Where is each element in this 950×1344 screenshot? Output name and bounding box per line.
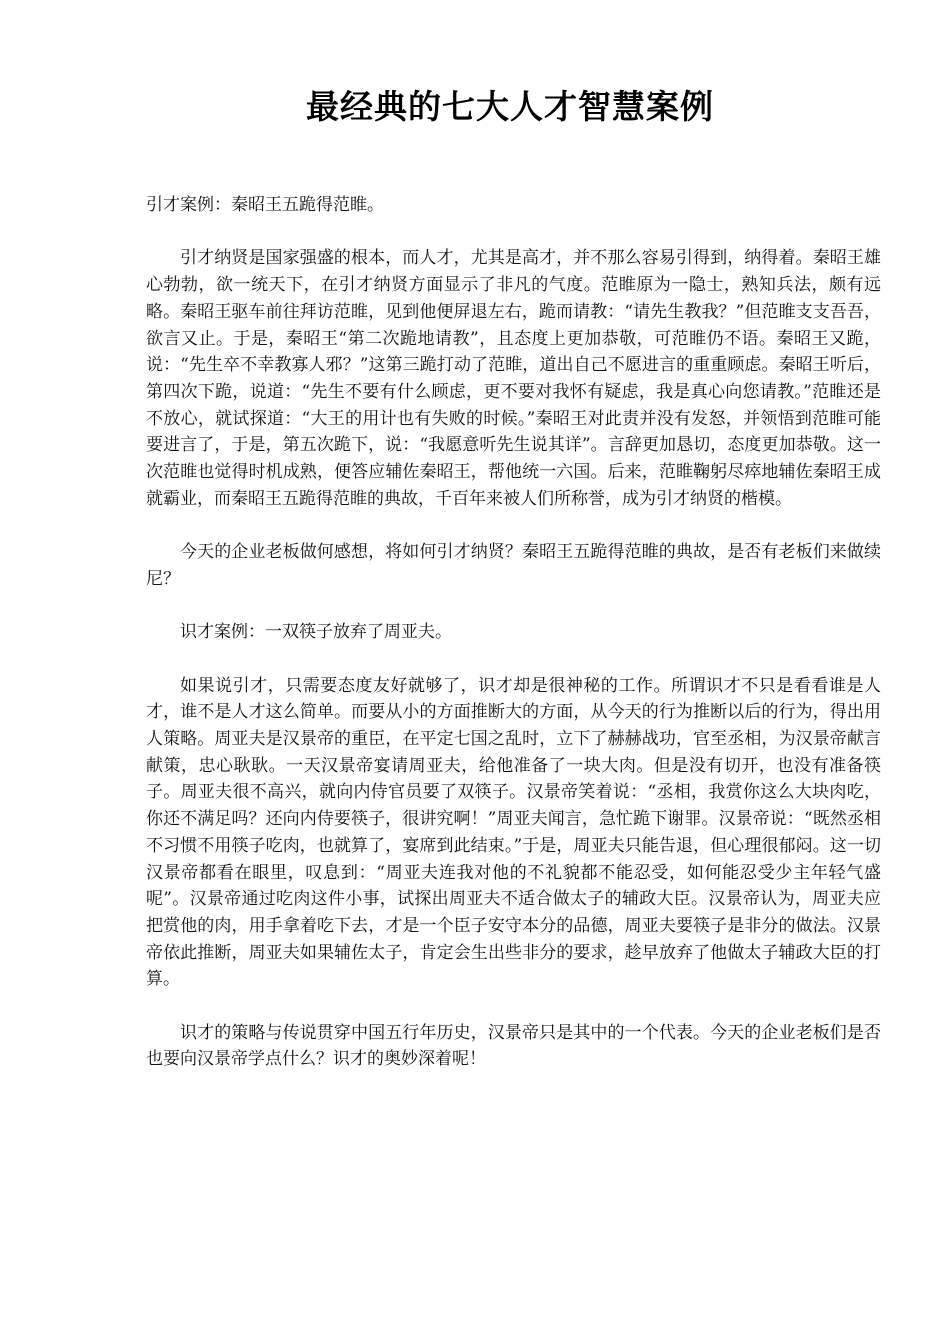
- paragraph-identify-story: 如果说引才，只需要态度友好就够了，识才却是很神秘的工作。所谓识才不只是看看谁是人才，谁不是人才这么简单。而要从小的方面推断大的方面，从今天的行为推断以后的行为，得出用人策略。周亚夫是汉景帝的重臣，在平定七国之乱时，立下了赫赫战功，官至丞相，为汉景帝献言献策，忠心耿耿。一天汉景帝宴请周亚夫，给他准备了一块大肉。但是没有切开，也没有准备筷子。周亚夫很不高兴，就向内侍官员要了双筷子。汉景帝笑着说：“丞相，我赏你这么大块肉吃，你还不满足吗？还向内侍要筷子，很讲究啊！”周亚夫闻言，急忙跪下谢罪。汉景帝说：“既然丞相不习惯不用筷子吃肉，也就算了，宴席到此结束。”于是，周亚夫只能告退，但心理很郁闷。这一切汉景帝都看在眼里，叹息到：“周亚夫连我对他的不礼貌都不能忍受，如何能忍受少主年轻气盛呢”。汉景帝通过吃肉这件小事，试探出周亚夫不适合做太子的辅政大臣。汉景帝认为，周亚夫应把赏他的肉，用手拿着吃下去，才是一个臣子安守本分的品德，周亚夫要筷子是非分的做法。汉景帝依此推断，周亚夫如果辅佐太子，肯定会生出些非分的要求，趁早放弃了他做太子辅政大臣的打算。: [146, 675, 881, 990]
- section-heading-recruit: 引才案例：秦昭王五跪得范睢。: [146, 195, 384, 215]
- section-heading-identify: 识才案例：一双筷子放弃了周亚夫。: [180, 622, 452, 643]
- paragraph-recruit-reflection: 今天的企业老板做何感想，将如何引才纳贤？秦昭王五跪得范睢的典故，是否有老板们来做续尼？: [146, 542, 881, 589]
- document-body: [146, 192, 881, 1100]
- document-title: 最经典的七大人才智慧案例: [306, 87, 714, 126]
- paragraph-identify-reflection: 识才的策略与传说贯穿中国五行年历史，汉景帝只是其中的一个代表。今天的企业老板们是否也要向汉景帝学点什么？识才的奥妙深着呢！: [146, 1022, 881, 1070]
- paragraph-recruit-story: 引才纳贤是国家强盛的根本，而人才，尤其是高才，并不那么容易引得到，纳得着。秦昭王雄心勃勃，欲一统天下，在引才纳贤方面显示了非凡的气度。范睢原为一隐士，熟知兵法，颇有远略。秦昭王驱车前往拜访范睢，见到他便屏退左右，跪而请教：“请先生教我？”但范睢支支吾吾，欲言又止。于是，秦昭王“第二次跪地请教”，且态度上更加恭敬，可范睢仍不语。秦昭王又跪，说：“先生卒不幸教寡人邪？”这第三跪打动了范睢，道出自己不愿进言的重重顾虑。秦昭王听后，第四次下跪，说道：“先生不要有什么顾虑，更不要对我怀有疑虑，我是真心向您请教。”范睢还是不放心，就试探道：“大王的用计也有失败的时候。”秦昭王对此责并没有发怒，并领悟到范睢可能要进言了，于是，第五次跪下，说：“我愿意听先生说其详”。言辞更加恳切，态度更加恭敬。这一次范睢也觉得时机成熟，便答应辅佐秦昭王，帮他统一六国。后来，范睢鞠躬尽瘁地辅佐秦昭王成就霸业，而秦昭王五跪得范睢的典故，千百年来被人们所称誉，成为引才纳贤的楷模。: [146, 248, 881, 509]
